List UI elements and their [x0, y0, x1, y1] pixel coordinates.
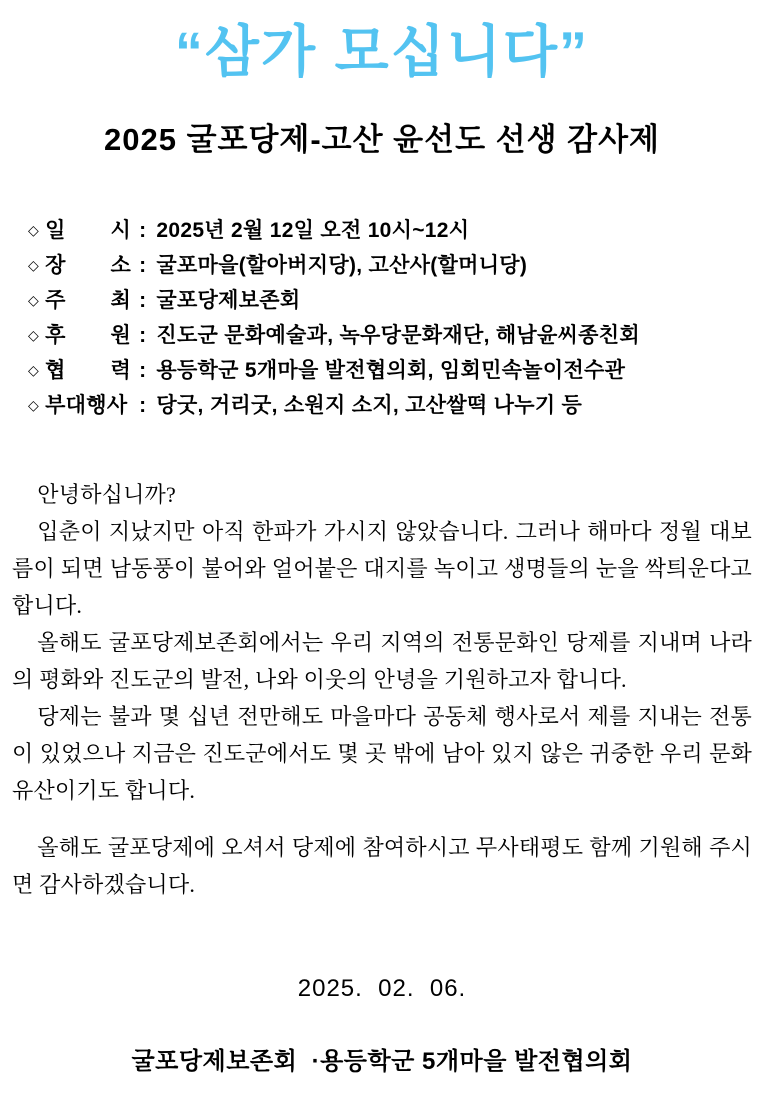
detail-row-organizer [28, 284, 754, 319]
detail-value: 굴포당제보존회 [156, 288, 301, 312]
detail-row-location [28, 249, 754, 284]
detail-label: 주 최 [45, 288, 132, 312]
detail-value: 굴포마을(할아버지당), 고산사(할머니당) [156, 253, 528, 277]
detail-row-datetime [28, 214, 754, 249]
diamond-bullet-icon: ◇ [28, 396, 40, 413]
detail-value: 당굿, 거리굿, 소원지 소지, 고산쌀떡 나누기 등 [156, 393, 583, 417]
detail-colon: : [139, 253, 147, 277]
detail-value: 진도군 문화예술과, 녹우당문화재단, 해남윤씨종친회 [156, 323, 640, 347]
detail-label: 협 력 [45, 358, 132, 382]
detail-colon: : [139, 218, 147, 242]
diamond-bullet-icon: ◇ [28, 361, 40, 378]
detail-row-cooperation [28, 354, 754, 389]
detail-colon: : [139, 358, 147, 382]
detail-colon: : [139, 288, 147, 312]
greeting-paragraph: 안녕하십니까? [37, 481, 176, 507]
detail-row-side-events [28, 389, 754, 424]
event-details-list [28, 214, 754, 424]
body-paragraph-heritage: 당제는 불과 몇 십년 전만해도 마을마다 공동체 행사로서 제를 지내는 전통이 있었으나 지금은 진도군에서도 몇 곳 밖에 남아 있지 않은 귀중한 우리 문화유산이기도 합니다. [12, 703, 752, 803]
detail-label: 장 소 [45, 253, 132, 277]
detail-value: 2025년 2월 12일 오전 10시~12시 [156, 218, 470, 242]
detail-row-sponsor [28, 319, 754, 354]
diamond-bullet-icon: ◇ [28, 326, 40, 343]
body-paragraph-season: 입춘이 지났지만 아직 한파가 가시지 않았습니다. 그러나 해마다 정월 대보름이 되면 남동풍이 불어와 얼어붙은 대지를 녹이고 생명들의 눈을 싹틔운다고 합니다. [12, 518, 752, 618]
diamond-bullet-icon: ◇ [28, 221, 40, 238]
diamond-bullet-icon: ◇ [28, 256, 40, 273]
detail-colon: : [139, 393, 147, 417]
letter-body [12, 476, 752, 903]
detail-label: 일 시 [45, 218, 132, 242]
closing-paragraph: 올해도 굴포당제에 오셔서 당제에 참여하시고 무사태평도 함께 기원해 주시면 감사하겠습니다. [12, 834, 752, 897]
document-title: “삼가 모십니다” [174, 20, 590, 83]
body-paragraph-purpose: 올해도 굴포당제보존회에서는 우리 지역의 전통문화인 당제를 지내며 나라의 평화와 진도군의 발전, 나와 이웃의 안녕을 기원하고자 합니다. [12, 629, 752, 692]
diamond-bullet-icon: ◇ [28, 291, 40, 308]
event-title: 2025 굴포당제-고산 윤선도 선생 감사제 [104, 122, 660, 158]
detail-label: 후 원 [45, 323, 132, 347]
detail-label: 부대행사 [45, 393, 128, 417]
document-date: 2025. 02. 06. [297, 974, 467, 1002]
detail-colon: : [139, 323, 147, 347]
detail-value: 용등학군 5개마을 발전협의회, 임회민속놀이전수관 [156, 358, 626, 382]
organization-names: 굴포당제보존회 ·용등학군 5개마을 발전협의회 [131, 1047, 633, 1075]
